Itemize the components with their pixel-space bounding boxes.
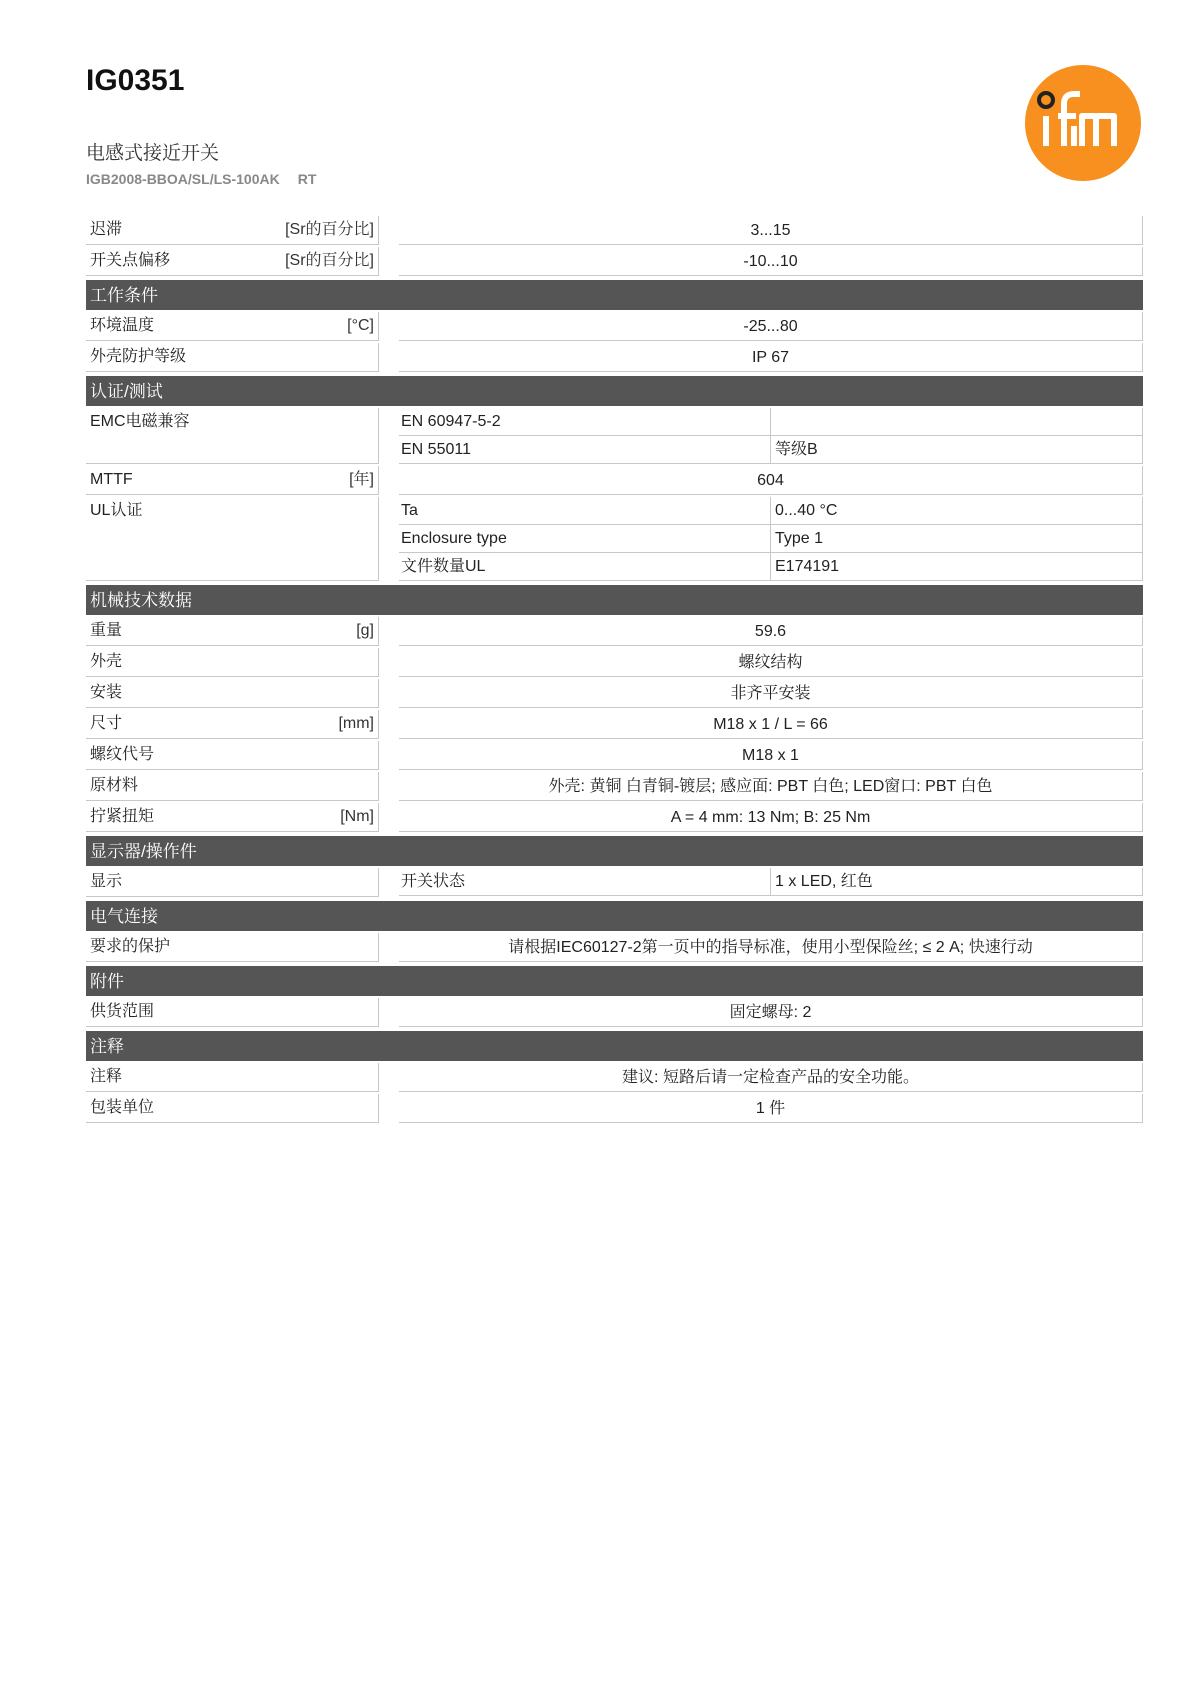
spec-pair <box>399 497 1143 525</box>
spec-label: 注释 <box>90 1068 123 1085</box>
spec-value: 请根据IEC60127-2第一页中的指导标准，使用小型保险丝; ≤ 2 A; 快速行动 <box>399 933 1143 962</box>
spec-pair <box>399 525 1143 553</box>
spec-values <box>399 679 1143 708</box>
spec-row <box>86 1094 1143 1123</box>
spec-label: MTTF <box>90 471 133 488</box>
spec-values <box>399 617 1143 646</box>
spec-label: 尺寸 <box>90 715 123 732</box>
spec-label-cell <box>86 408 379 464</box>
spec-label: 拧紧扭矩 <box>90 808 155 825</box>
spec-pair-key: Enclosure type <box>399 525 771 553</box>
spec-label: 环境温度 <box>90 317 155 334</box>
spec-label: 要求的保护 <box>90 938 171 955</box>
product-code-suffix: RT <box>297 171 317 187</box>
product-code-main: IGB2008-BBOA/SL/LS-100AK <box>86 171 280 187</box>
spec-row <box>86 648 1143 677</box>
section-header: 认证/测试 <box>86 376 1143 406</box>
spec-values <box>399 803 1143 832</box>
spec-value: 螺纹结构 <box>399 648 1143 677</box>
section-header: 机械技术数据 <box>86 585 1143 615</box>
spec-label-cell <box>86 312 379 341</box>
spec-value: A = 4 mm: 13 Nm; B: 25 Nm <box>399 803 1143 832</box>
spec-pair <box>399 408 1143 436</box>
spec-value: -25...80 <box>399 312 1143 341</box>
spec-label-cell <box>86 343 379 372</box>
section-header: 附件 <box>86 966 1143 996</box>
spec-label: 重量 <box>90 622 123 639</box>
spec-values <box>399 312 1143 341</box>
spec-values <box>399 741 1143 770</box>
spec-value: 固定螺母: 2 <box>399 998 1143 1027</box>
spec-label: 外壳防护等级 <box>90 348 187 365</box>
spec-table <box>86 216 1143 1123</box>
section-header: 电气连接 <box>86 901 1143 931</box>
spec-label-cell <box>86 679 379 708</box>
spec-value: -10...10 <box>399 247 1143 276</box>
spec-values <box>399 933 1143 962</box>
spec-label: 安装 <box>90 684 123 701</box>
spec-row <box>86 466 1143 495</box>
spec-label-cell <box>86 216 379 245</box>
spec-value: 604 <box>399 466 1143 495</box>
spec-label-cell <box>86 933 379 962</box>
spec-label: 供货范围 <box>90 1003 155 1020</box>
spec-label-cell <box>86 868 379 897</box>
spec-values <box>399 648 1143 677</box>
spec-value: 外壳: 黄铜 白青铜-镀层; 感应面: PBT 白色; LED窗口: PBT 白色 <box>399 772 1143 801</box>
spec-pair-value: Type 1 <box>771 525 1143 553</box>
spec-value: 3...15 <box>399 216 1143 245</box>
ifm-logo <box>1024 64 1142 182</box>
spec-label: 螺纹代号 <box>90 746 155 763</box>
spec-label-cell <box>86 741 379 770</box>
spec-pair-value <box>771 408 1143 436</box>
spec-unit: [Sr的百分比] <box>285 252 374 269</box>
spec-value: M18 x 1 / L = 66 <box>399 710 1143 739</box>
spec-row <box>86 679 1143 708</box>
page-title: IG0351 <box>86 64 185 97</box>
section-header: 工作条件 <box>86 280 1143 310</box>
spec-label: EMC电磁兼容 <box>90 413 190 430</box>
spec-unit: [Nm] <box>340 808 374 825</box>
spec-values <box>399 1063 1143 1092</box>
spec-unit: [mm] <box>338 715 374 732</box>
spec-label: UL认证 <box>90 502 143 519</box>
spec-value: M18 x 1 <box>399 741 1143 770</box>
spec-label-cell <box>86 1094 379 1123</box>
spec-values <box>399 247 1143 276</box>
spec-pair <box>399 553 1143 581</box>
spec-row <box>86 868 1143 897</box>
spec-values <box>399 343 1143 372</box>
spec-row <box>86 772 1143 801</box>
spec-value: 非齐平安装 <box>399 679 1143 708</box>
section-header: 注释 <box>86 1031 1143 1061</box>
spec-values <box>399 466 1143 495</box>
spec-values <box>399 497 1143 581</box>
spec-label-cell <box>86 247 379 276</box>
spec-values <box>399 710 1143 739</box>
spec-row <box>86 312 1143 341</box>
spec-label-cell <box>86 710 379 739</box>
spec-values <box>399 216 1143 245</box>
spec-label-cell <box>86 1063 379 1092</box>
spec-values <box>399 998 1143 1027</box>
spec-unit: [年] <box>349 471 374 488</box>
spec-pair <box>399 868 1143 896</box>
spec-row <box>86 1063 1143 1092</box>
spec-unit: [g] <box>356 622 374 639</box>
spec-pair-key: 开关状态 <box>399 868 771 896</box>
spec-pair-key: 文件数量UL <box>399 553 771 581</box>
spec-label-cell <box>86 617 379 646</box>
spec-label: 外壳 <box>90 653 123 670</box>
spec-pair <box>399 436 1143 464</box>
spec-label-cell <box>86 998 379 1027</box>
spec-label: 开关点偏移 <box>90 252 171 269</box>
spec-values <box>399 772 1143 801</box>
spec-row <box>86 998 1143 1027</box>
spec-row <box>86 408 1143 464</box>
spec-label-cell <box>86 466 379 495</box>
spec-pair-key: EN 60947-5-2 <box>399 408 771 436</box>
spec-row <box>86 933 1143 962</box>
spec-value: 1 件 <box>399 1094 1143 1123</box>
spec-row <box>86 216 1143 245</box>
spec-label: 原材料 <box>90 777 139 794</box>
spec-pair-key: Ta <box>399 497 771 525</box>
spec-pair-value: 1 x LED, 红色 <box>771 868 1143 896</box>
spec-values <box>399 868 1143 897</box>
spec-row <box>86 343 1143 372</box>
spec-label: 迟滞 <box>90 221 123 238</box>
spec-pair-key: EN 55011 <box>399 436 771 464</box>
section-header: 显示器/操作件 <box>86 836 1143 866</box>
spec-row <box>86 247 1143 276</box>
spec-pair-value: E174191 <box>771 553 1143 581</box>
spec-label: 显示 <box>90 873 123 890</box>
spec-values <box>399 408 1143 464</box>
spec-row <box>86 617 1143 646</box>
spec-value: 59.6 <box>399 617 1143 646</box>
spec-values <box>399 1094 1143 1123</box>
spec-pair-value: 0...40 °C <box>771 497 1143 525</box>
spec-row <box>86 497 1143 581</box>
spec-unit: [Sr的百分比] <box>285 221 374 238</box>
spec-label-cell <box>86 497 379 581</box>
spec-label-cell <box>86 648 379 677</box>
spec-value: IP 67 <box>399 343 1143 372</box>
product-code <box>86 171 334 187</box>
spec-row <box>86 741 1143 770</box>
spec-unit: [°C] <box>347 317 374 334</box>
spec-label-cell <box>86 803 379 832</box>
spec-label: 包装单位 <box>90 1099 155 1116</box>
spec-row <box>86 710 1143 739</box>
spec-value: 建议: 短路后请一定检查产品的安全功能。 <box>399 1063 1143 1092</box>
product-subtitle: 电感式接近开关 <box>86 143 220 164</box>
spec-pair-value: 等级B <box>771 436 1143 464</box>
spec-row <box>86 803 1143 832</box>
spec-label-cell <box>86 772 379 801</box>
